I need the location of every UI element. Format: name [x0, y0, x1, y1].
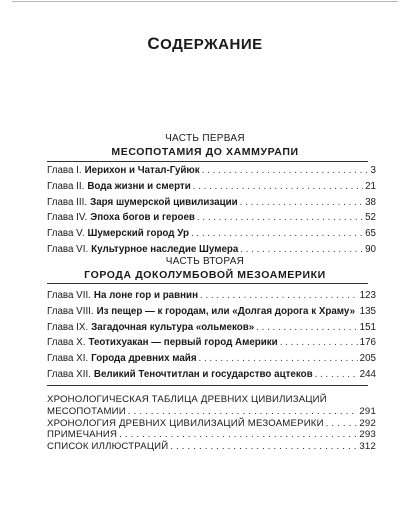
- toc-row[interactable]: [47, 418, 376, 430]
- dot-leader: [315, 369, 358, 380]
- part-1-title: МЕСОПОТАМИЯ ДО ХАММУРАПИ: [111, 146, 299, 158]
- chapter-number: Глава V.: [47, 228, 85, 240]
- page-number: 135: [359, 305, 376, 317]
- page-number: 291: [359, 405, 376, 417]
- chapter-title: На лоне гор и равнин: [93, 290, 199, 301]
- dot-leader: [357, 306, 358, 317]
- toc-row[interactable]: [47, 290, 376, 306]
- page-number: 151: [359, 321, 376, 333]
- page-number: 90: [365, 243, 376, 255]
- dot-leader: [199, 353, 358, 364]
- chapter-title: Из пещер — к городам, или «Долгая дорога к Храму»: [96, 305, 356, 317]
- part-2-rule: [47, 283, 368, 284]
- dot-leader: [202, 165, 369, 176]
- dot-leader: [256, 322, 357, 333]
- toc-row[interactable]: [47, 369, 376, 385]
- dot-leader: [200, 290, 358, 301]
- chapter-title: Заря шумерской цивилизации: [90, 196, 238, 208]
- page-title: [0, 34, 410, 54]
- toc-row[interactable]: [47, 228, 376, 244]
- page-number: 123: [359, 290, 376, 301]
- chapter-title: Культурное наследие Шумера: [91, 243, 239, 255]
- dot-leader: [193, 181, 363, 192]
- chapter-number: Глава VIII.: [47, 305, 94, 317]
- page-number: 205: [359, 353, 376, 365]
- toc-row[interactable]: [47, 406, 376, 418]
- page-number: 292: [359, 417, 376, 429]
- toc-row[interactable]: [47, 181, 376, 197]
- page-number: 52: [365, 212, 376, 224]
- toc-row[interactable]: [47, 165, 376, 181]
- page-number: 38: [365, 196, 376, 208]
- chapter-number: Глава I.: [47, 165, 82, 176]
- toc-row[interactable]: [47, 441, 376, 453]
- toc-row[interactable]: [47, 322, 376, 338]
- page-number: 293: [359, 429, 376, 441]
- page-number: 65: [365, 228, 376, 240]
- chapter-number: Глава III.: [47, 196, 88, 208]
- chapter-title: Шумерский город Ур: [87, 228, 189, 240]
- dot-leader: [119, 429, 357, 440]
- appendix-title: ПРИМЕЧАНИЯ: [47, 429, 118, 441]
- chapter-number: Глава IV.: [47, 212, 88, 224]
- dot-leader: [197, 212, 363, 223]
- page-title-initial: С: [147, 34, 161, 53]
- dot-leader: [128, 406, 358, 417]
- chapter-number: Глава VII.: [47, 290, 91, 301]
- chapter-number: Глава XI.: [47, 353, 89, 365]
- dot-leader: [326, 418, 358, 429]
- toc-row[interactable]: [47, 306, 376, 322]
- toc-row[interactable]: [47, 429, 376, 441]
- dot-leader: [240, 197, 363, 208]
- chapter-title: Теотихуакан — первый город Америки: [88, 337, 278, 349]
- appendix-title: МЕСОПОТАМИИ: [47, 405, 126, 417]
- part-1-label: ЧАСТЬ ПЕРВАЯ: [165, 133, 245, 144]
- appendix-title: ХРОНОЛОГИЯ ДРЕВНИХ ЦИВИЛИЗАЦИЙ МЕЗОАМЕРИКИ: [47, 417, 324, 429]
- page-number: 176: [359, 337, 376, 349]
- page-number: 244: [359, 368, 376, 380]
- page-title-rest: ОДЕРЖАНИЕ: [160, 36, 263, 53]
- chapter-number: Глава IX.: [47, 321, 89, 333]
- part-2-label: ЧАСТЬ ВТОРАЯ: [165, 256, 245, 267]
- chapter-title: Города древних майя: [91, 353, 197, 365]
- chapter-title: Вода жизни и смерти: [87, 180, 191, 192]
- chapter-title: Загадочная культура «ольмеков»: [91, 321, 255, 333]
- part-1-rule: [47, 161, 368, 162]
- part-2-chapters: [47, 290, 376, 385]
- toc-row[interactable]: [47, 353, 376, 369]
- appendix-title: СПИСОК ИЛЛЮСТРАЦИЙ: [47, 441, 169, 453]
- toc-row[interactable]: [47, 212, 376, 228]
- page-number: 3: [370, 165, 376, 176]
- chapter-number: Глава II.: [47, 180, 85, 192]
- appendix-line-1a: [47, 394, 376, 406]
- chapter-number: Глава VI.: [47, 243, 89, 255]
- dot-leader: [240, 244, 363, 255]
- dot-leader: [191, 228, 363, 239]
- appendix-title: ХРОНОЛОГИЧЕСКАЯ ТАБЛИЦА ДРЕВНИХ ЦИВИЛИЗАЦИЙ: [47, 394, 327, 405]
- top-border: [12, 1, 398, 2]
- page-number: 21: [365, 180, 376, 192]
- chapter-number: Глава XII.: [47, 368, 91, 380]
- toc-row[interactable]: [47, 337, 376, 353]
- page-number: 312: [359, 441, 376, 453]
- dot-leader: [170, 441, 357, 452]
- appendix-rule: [47, 385, 368, 386]
- chapter-number: Глава X.: [47, 337, 86, 349]
- chapter-title: Эпоха богов и героев: [90, 212, 195, 224]
- part-1-chapters: [47, 165, 376, 260]
- appendix-list: [47, 394, 376, 453]
- chapter-title: Иерихон и Чатал-Гуйюк: [84, 165, 200, 176]
- part-2-title: ГОРОДА ДОКОЛУМБОВОЙ МЕЗОАМЕРИКИ: [84, 269, 326, 281]
- toc-row[interactable]: [47, 197, 376, 213]
- chapter-title: Великий Теночтитлан и государство ацтеков: [93, 368, 313, 380]
- dot-leader: [280, 337, 358, 348]
